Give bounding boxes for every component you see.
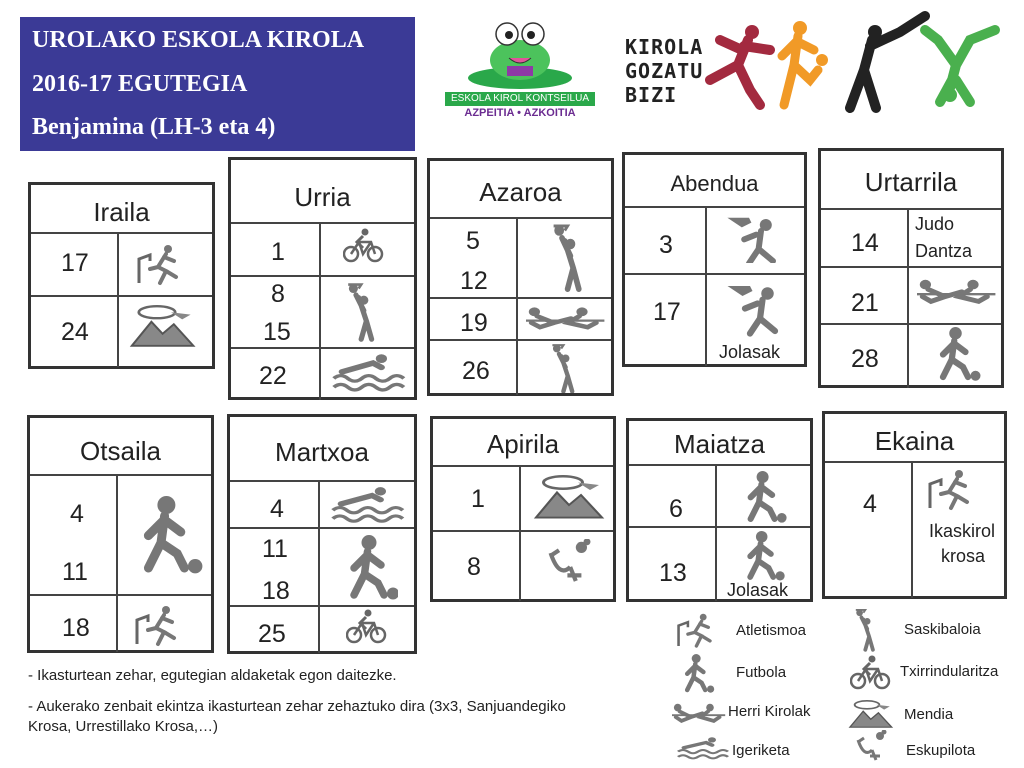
igeriketa-icon: [330, 485, 410, 523]
month-maiatza: [626, 418, 813, 602]
legend-txirrindularitza: Txirrindularitza: [900, 663, 999, 680]
futbola-icon: [134, 496, 204, 576]
abendua-note: Jolasak: [719, 342, 781, 362]
day-number: 15: [263, 318, 291, 346]
month-name: Azaroa: [479, 177, 562, 207]
slogan-line: KIROLA: [625, 35, 704, 59]
legend-futbola: Futbola: [736, 664, 787, 681]
month-name: Urria: [294, 182, 351, 212]
divider: [30, 594, 211, 596]
divider: [907, 208, 909, 388]
month-abendua: [622, 152, 807, 367]
month-urria: [228, 157, 417, 400]
divider: [625, 273, 804, 275]
mendia-icon: [129, 305, 199, 349]
divider: [715, 464, 717, 601]
divider: [629, 526, 810, 528]
day-number: 14: [851, 229, 879, 257]
atletismoa-icon: [136, 243, 196, 287]
saskibaloia-icon: [343, 282, 383, 342]
igeriketa-legend-icon: [676, 736, 730, 760]
divider: [433, 465, 613, 467]
athletes-illustration-icon: [700, 10, 1020, 120]
futbola-icon: [933, 327, 983, 383]
month-martxoa: [227, 414, 417, 654]
herri-kirolak-icon: [526, 303, 608, 333]
day-number: 4: [863, 490, 877, 518]
logo-org-label: ESKOLA KIROL KONTSEILUA: [445, 92, 595, 106]
divider: [319, 222, 321, 400]
month-name: Apirila: [486, 429, 560, 459]
month-name: Otsaila: [80, 436, 161, 466]
eskupilota-legend-icon: [854, 730, 894, 766]
day-number: 6: [669, 495, 683, 523]
divider: [230, 480, 414, 482]
day-number: 11: [62, 558, 88, 586]
legend-mendia: Mendia: [904, 706, 954, 723]
legend-eskupilota: Eskupilota: [906, 742, 976, 759]
month-name: Maiatza: [673, 429, 766, 459]
saskibaloia-icon: [548, 343, 584, 393]
divider: [318, 480, 320, 653]
note-optional-line2: Krosa, Urrestillako Krosa,…): [28, 718, 219, 735]
day-number: 1: [471, 485, 485, 513]
slogan: [625, 35, 703, 107]
divider: [230, 605, 414, 607]
divider: [430, 217, 611, 219]
day-number: 4: [270, 495, 284, 523]
divider: [231, 275, 414, 277]
saskibaloia-icon: [548, 223, 588, 293]
txirrindularitza-icon: [346, 609, 390, 649]
day-number: 19: [460, 309, 488, 337]
divider: [231, 347, 414, 349]
month-name: Urtarrila: [864, 167, 958, 197]
month-name: Iraila: [93, 197, 150, 227]
divider: [433, 530, 613, 532]
futbola-icon: [741, 531, 791, 581]
day-number: 12: [460, 267, 488, 295]
day-number: 21: [851, 289, 879, 317]
divider: [231, 222, 414, 224]
futbola-icon: [342, 535, 398, 601]
divider: [230, 527, 414, 529]
day-number: 5: [466, 227, 480, 255]
txirrindularitza-legend-icon: [850, 655, 894, 695]
day-number: 22: [259, 362, 287, 390]
month-azaroa: [427, 158, 614, 396]
header-title: UROLAKO ESKOLA KIROLA: [32, 27, 365, 53]
legend-igeriketa: Igeriketa: [732, 742, 790, 759]
month-name: Martxoa: [275, 437, 369, 467]
urtarrila-note-judo: Judo: [915, 214, 955, 234]
divider: [625, 206, 804, 208]
divider: [116, 474, 118, 652]
shot-put-icon: [725, 213, 785, 263]
divider: [629, 464, 810, 466]
urtarrila-note-dantza: Dantza: [915, 241, 973, 261]
day-number: 28: [851, 345, 879, 373]
day-number: 24: [61, 318, 89, 346]
legend-atletismoa: Atletismoa: [736, 622, 807, 639]
herri-kirolak-legend-icon: [672, 700, 728, 726]
futbola-icon: [741, 471, 791, 523]
shot-put-icon: [725, 281, 785, 337]
month-apirila: [430, 416, 616, 602]
header-banner: [20, 17, 415, 151]
month-name: Ekaina: [874, 426, 955, 456]
day-number: 11: [262, 535, 288, 563]
month-otsaila: [27, 415, 214, 653]
divider: [430, 339, 611, 341]
eskola-kirol-logo: [445, 20, 595, 120]
day-number: 13: [659, 559, 687, 587]
eskupilota-icon: [545, 539, 595, 589]
saskibaloia-legend-icon: [852, 608, 882, 652]
igeriketa-icon: [331, 352, 411, 394]
legend-saskibaloia: Saskibaloia: [904, 621, 981, 638]
day-number: 3: [659, 231, 673, 259]
divider: [117, 232, 119, 367]
txirrindularitza-icon: [343, 228, 387, 268]
atletismoa-icon: [927, 468, 987, 512]
divider: [821, 208, 1001, 210]
mendia-legend-icon: [848, 700, 896, 730]
divider: [31, 295, 212, 297]
slogan-line: GOZATU: [625, 59, 704, 83]
divider: [821, 323, 1001, 325]
divider: [516, 217, 518, 395]
day-number: 18: [62, 614, 90, 642]
day-number: 1: [271, 238, 285, 266]
futbola-legend-icon: [680, 654, 720, 694]
atletismoa-legend-icon: [676, 612, 726, 652]
day-number: 8: [271, 280, 285, 308]
divider: [430, 297, 611, 299]
header-category: Benjamina (LH-3 eta 4): [32, 114, 276, 140]
divider: [825, 461, 1004, 463]
header-season: 2016-17 EGUTEGIA: [32, 71, 248, 97]
day-number: 26: [462, 357, 490, 385]
day-number: 18: [262, 577, 290, 605]
month-urtarrila: [818, 148, 1004, 388]
slogan-line: BIZI: [625, 83, 678, 107]
legend-herri-kirolak: Herri Kirolak: [728, 703, 811, 720]
divider: [31, 232, 212, 234]
herri-kirolak-icon: [917, 275, 999, 307]
day-number: 8: [467, 553, 481, 581]
logo-towns-label: AZPEITIA • AZKOITIA: [464, 107, 576, 119]
month-ekaina: [822, 411, 1007, 599]
divider: [519, 465, 521, 601]
day-number: 17: [61, 249, 89, 277]
maiatza-note: Jolasak: [727, 580, 789, 600]
day-number: 17: [653, 298, 681, 326]
divider: [30, 474, 211, 476]
divider: [911, 461, 913, 598]
month-name: Abendua: [670, 171, 759, 196]
atletismoa-icon: [134, 604, 194, 648]
note-optional-line1: - Aukerako zenbait ekintza ikasturtean zehar zehaztuko dira (3x3, Sanjuandegiko: [28, 698, 566, 715]
ekaina-note-ikaskirol: Ikaskirol: [929, 521, 996, 541]
mendia-icon: [533, 475, 609, 521]
month-iraila: [28, 182, 215, 369]
frog-mascot-icon: [445, 20, 595, 92]
divider: [705, 206, 707, 366]
day-number: 25: [258, 620, 286, 648]
ekaina-note-krosa: krosa: [941, 546, 986, 566]
divider: [821, 266, 1001, 268]
note-changes: - Ikasturtean zehar, egutegian aldaketak egon daitezke.: [28, 667, 397, 684]
day-number: 4: [70, 500, 84, 528]
